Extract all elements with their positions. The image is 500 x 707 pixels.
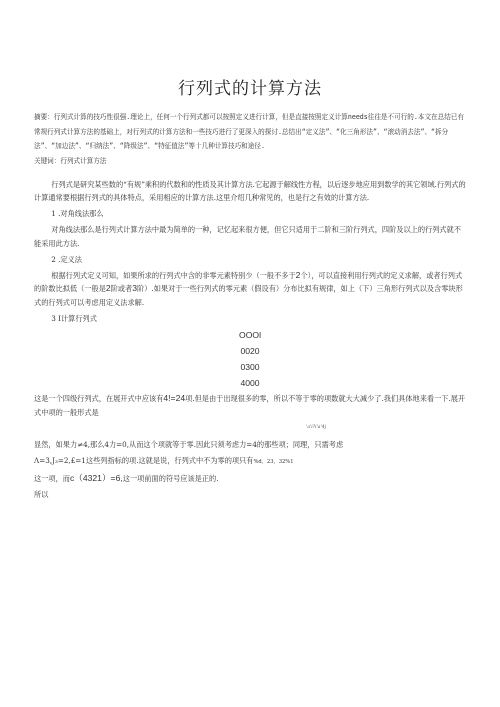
body-text: [34, 178, 466, 504]
section-1-heading: 1 .对角线法那么: [51, 209, 104, 219]
keywords-text: 关键词：行列式计算方法: [34, 156, 107, 165]
s3-count: 4!=24: [163, 393, 186, 404]
section-3-paragraph-4: [34, 472, 466, 485]
s2-n: 2: [295, 269, 301, 280]
s3-text-e: 这一项，而: [34, 473, 70, 483]
intro-paragraph: 行列式是研究某些数的“有规”乘积的代数和的性质及其计算方法.它起源于解线性方程，以后逐步地应用到数学的其它领域.行列式的计算通常要根据行列式的具体特点，采用相应的计算方法.这里介绍几种常见的，也是行之有效的计算方法.: [34, 180, 466, 203]
s2-order: 2: [105, 283, 111, 294]
section-3-paragraph-3: [34, 454, 466, 469]
s3-sign-expr: c（4321）=6,: [69, 472, 123, 483]
section-2-heading: 2 .定义法: [51, 254, 82, 264]
s3-text-f: 这一项前面的符号应该是正的.: [122, 473, 219, 483]
matrix-row-3: 0300: [240, 362, 260, 373]
section-1-paragraph: 对角线法那么是行列式计算方法中最为简单的一种，记忆起来很方便，但它只适用于二阶和三阶行列式，四阶及以上的行列式就不能采用此方法.: [34, 225, 461, 248]
section-3-heading: 3 I计算行列式: [51, 313, 97, 323]
s3-text-d: Λ=3,J₃=2,£=1这些列指标的项.这就是说，行列式中不为零的项只有: [34, 455, 254, 465]
abstract-text: 摘要：行列式计算的技巧性很强.理论上，任何一个行列式都可以按照定义进行计算，但是直接按照定义计算needs往往是不可行的.本文在总结已有常规行列式计算方法的基础上，对行列式的计算方法和一些技巧进行了更深入的探讨.总结出“定义法”、“化三角形法”、“滚动消去法”、“拆分法”、“加边法”、“归纳法”、“降级法”、“特征值法”等十几种计算技巧和途径.: [34, 113, 465, 151]
s2-text-c: 阶或者: [110, 284, 133, 294]
matrix-row-4: 4000: [240, 378, 260, 389]
matrix-row-1: OOOl: [239, 329, 261, 340]
abstract-block: [34, 110, 466, 168]
document-title: 行列式的计算方法: [178, 79, 322, 99]
section-3-paragraph-2: 显然，如果力≠4,那么4力=0,从而这个项就等于零.因此只须考虑力=4的那些项；同理，只需考虑: [34, 439, 344, 449]
matrix-row-2: 0020: [240, 345, 260, 356]
section-3-closing: 所以: [34, 489, 49, 499]
s2-order2: 3: [132, 283, 138, 294]
s3-text-a: 这是一个四级行列式，在展开式中应该有: [34, 394, 164, 404]
general-term-formula: 'a'i?i'a'4j: [306, 424, 326, 430]
section-2-paragraph: [34, 269, 466, 309]
section-3-paragraph-1: [34, 392, 466, 419]
s2-text-a: 根据行列式定义可知，如果所求的行列式中含的非零元素特别少（一般不多于: [51, 270, 296, 280]
determinant-matrix: [34, 328, 466, 392]
s2-text-d: 阶）.如果对于一些行列式的零元素（假设有）分布比拟有规律，如上（下）三角形行列式以及含零块形式的行列式可以考虑用定义法求解.: [34, 284, 463, 307]
s2-text-b: 个），可以直接利用行列式的定义求解，或者行列式的阶数比拟低（一般是: [34, 270, 463, 294]
s3-text-b: 项.但是由于出现很多的零，所以不等于零的项数就大大减少了.我们具体地来看一下.展开式中项的一般形式是: [34, 394, 466, 417]
s3-small-expr: %d，23，32%1: [253, 458, 294, 465]
